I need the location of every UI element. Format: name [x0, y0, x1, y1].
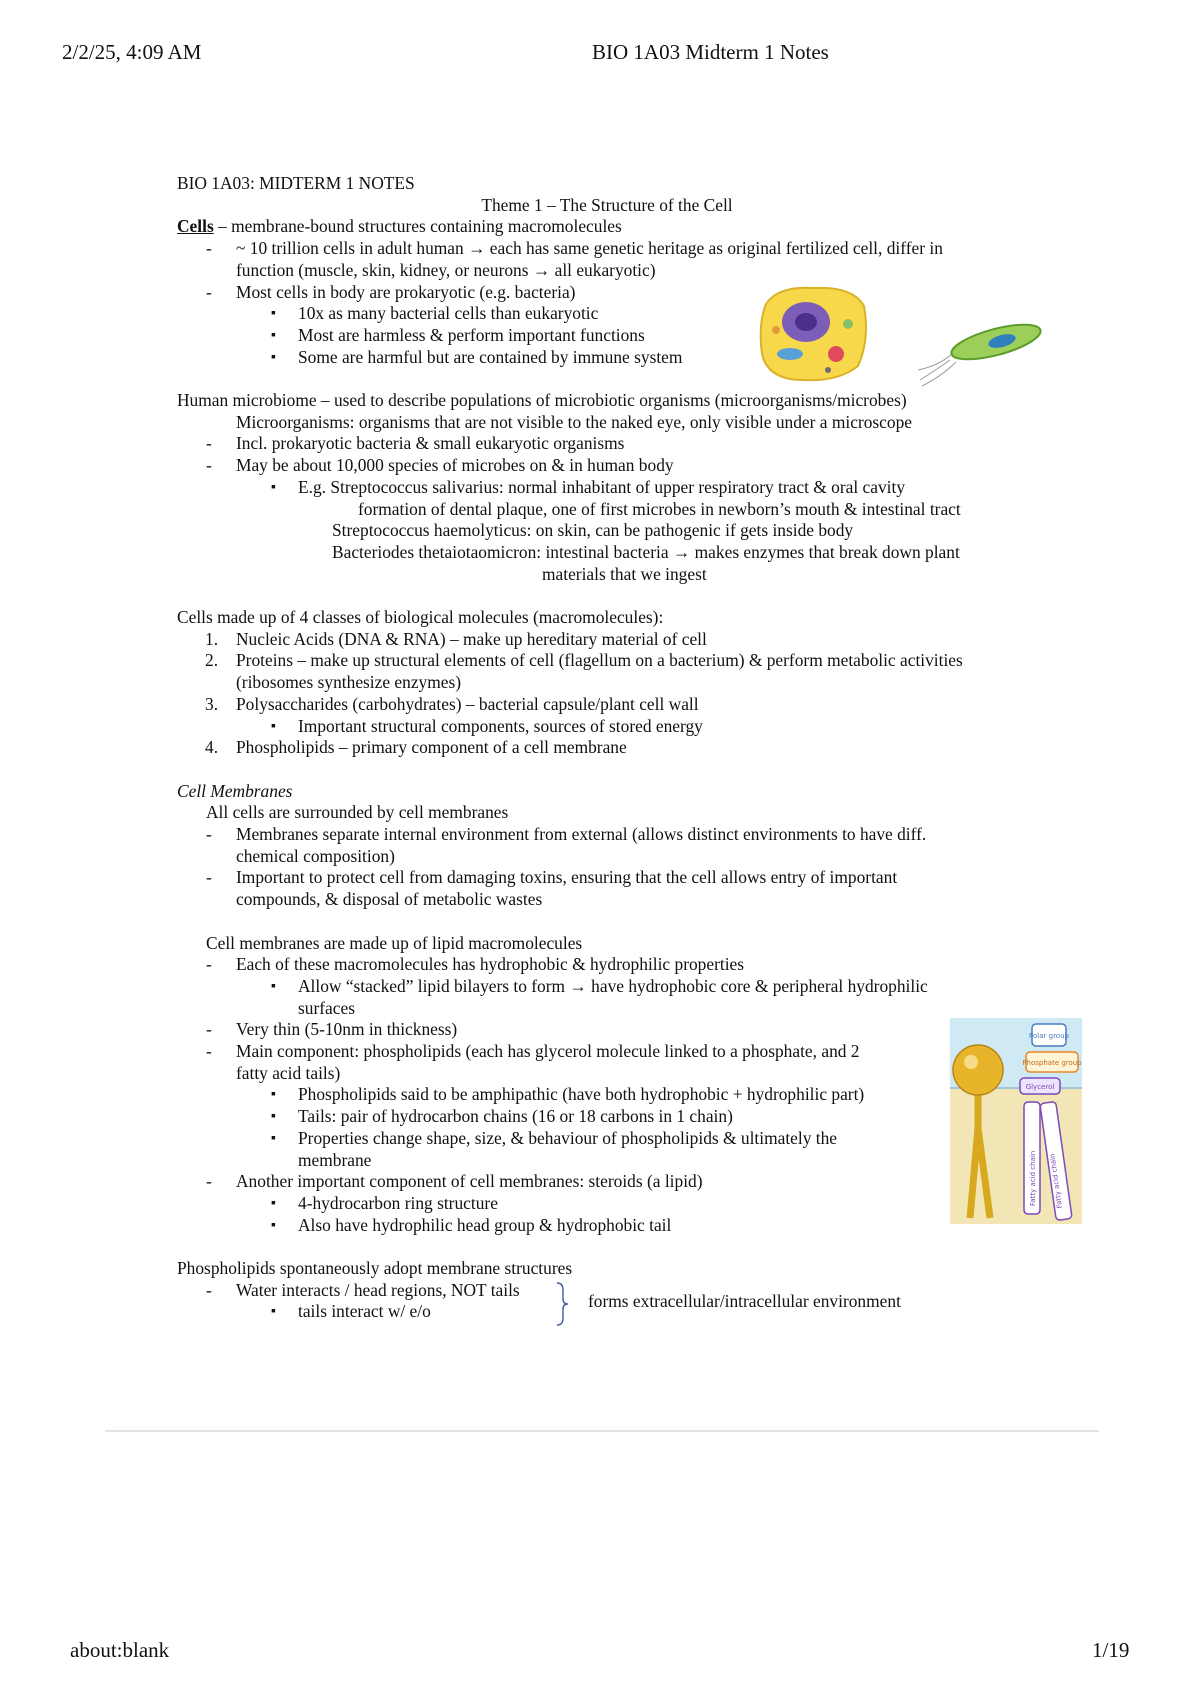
example-line: Streptococcus haemolyticus: on skin, can be pathogenic if gets inside body: [332, 520, 854, 541]
bullet: [177, 1279, 1037, 1311]
page-number: 1/19: [1092, 1638, 1130, 1662]
sub-bullet-continuation: membrane: [298, 1149, 372, 1170]
numbered-item: 4. Phospholipids – primary component of a cell membrane: [205, 737, 627, 758]
sub-bullet: ▪ 10x as many bacterial cells than eukaryotic: [177, 303, 1037, 325]
bullet: - Important to protect cell from damaging toxins, ensuring that the cell allows entry of important compounds, & disposal of metabolic wastes: [177, 867, 936, 910]
spontaneous-heading: Phospholipids spontaneously adopt membrane structures: [177, 1258, 573, 1279]
notes-title: BIO 1A03: MIDTERM 1 NOTES: [177, 173, 415, 193]
sub-bullet: ▪ Important structural components, sources of stored energy: [177, 716, 1037, 738]
membranes-statement: All cells are surrounded by cell membranes: [206, 802, 509, 823]
print-url: about:blank: [70, 1638, 170, 1662]
bullet: - Main component: phospholipids (each has glycerol molecule linked to a phosphate, and 2: [177, 1041, 1037, 1063]
notes-body: [177, 173, 1037, 1323]
microbiome-heading: Human microbiome – used to describe populations of microbiotic organisms (microorganisms/microbes): [177, 390, 907, 411]
bullet: - Incl. prokaryotic bacteria & small eukaryotic organisms: [177, 433, 1037, 455]
theme-heading: Theme 1 – The Structure of the Cell: [481, 194, 733, 215]
lipid-statement: Cell membranes are made up of lipid macromolecules: [206, 932, 583, 953]
phospholipid-figure: [950, 1018, 1082, 1224]
numbered-item-text: Nucleic Acids (DNA & RNA) – make up hereditary material of cell: [236, 628, 707, 649]
example-continuation: materials that we ingest: [542, 563, 707, 584]
print-doc-title: BIO 1A03 Midterm 1 Notes: [592, 40, 829, 64]
polar-group-label: Polar group: [1029, 1032, 1069, 1040]
cells-definition: [177, 216, 1037, 238]
phosphate-group-label: Phosphate group: [1022, 1059, 1082, 1067]
page-divider: [105, 1430, 1099, 1432]
fatty-acid-chain-label: Fatty acid chain: [1048, 1153, 1064, 1209]
bullet-continuation: function (muscle, skin, kidney, or neurons → all eukaryotic): [236, 259, 656, 280]
bullet: - Each of these macromolecules has hydrophobic & hydrophilic properties: [177, 954, 1037, 976]
sub-bullet: ▪ E.g. Streptococcus salivarius: normal inhabitant of upper respiratory tract & oral cavity: [177, 477, 1037, 499]
numbered-item-text: Proteins – make up structural elements of cell (flagellum on a bacterium) & perform metabolic activities (ribosomes synthesize enzymes): [236, 650, 963, 693]
brace-note: forms extracellular/intracellular environment: [588, 1290, 901, 1311]
bullet: - May be about 10,000 species of microbes on & in human body: [177, 455, 1037, 477]
sub-bullet: ▪ Some are harmful but are contained by immune system: [177, 347, 1037, 369]
cell-membranes-heading: Cell Membranes: [177, 780, 293, 801]
numbered-item: 2. Proteins – make up structural elements of cell (flagellum on a bacterium) & perform metabolic activities (ribosomes synthesize enzymes): [205, 650, 963, 693]
print-datetime: 2/2/25, 4:09 AM: [62, 40, 202, 64]
sub-bullet: ▪ Phospholipids said to be amphipathic (have both hydrophobic + hydrophilic part): [177, 1084, 1037, 1106]
sub-bullet: ▪ Also have hydrophilic head group & hydrophobic tail: [177, 1215, 1037, 1237]
cells-def-text: – membrane-bound structures containing macromolecules: [213, 216, 622, 237]
bullet: - Membranes separate internal environment from external (allows distinct environments to have diff. chemical composition): [177, 824, 936, 867]
sub-bullet: ▪ tails interact w/ e/o: [177, 1301, 1037, 1323]
bullet: - Most cells in body are prokaryotic (e.g. bacteria): [177, 282, 1037, 304]
numbered-item: 1. Nucleic Acids (DNA & RNA) – make up hereditary material of cell: [205, 628, 707, 649]
numbered-item-text: Phospholipids – primary component of a cell membrane: [236, 737, 627, 758]
bullet-continuation: fatty acid tails): [236, 1062, 341, 1083]
bullet-text: Water interacts / head regions, NOT tails: [236, 1279, 520, 1300]
sub-bullet: ▪ Allow “stacked” lipid bilayers to form → have hydrophobic core & peripheral hydrophilic: [177, 976, 1037, 998]
sub-bullet: ▪ 4-hydrocarbon ring structure: [177, 1193, 1037, 1215]
example-line: Bacteriodes thetaiotaomicron: intestinal bacteria → makes enzymes that break down plant: [332, 541, 960, 562]
example-continuation: formation of dental plaque, one of first microbes in newborn’s mouth & intestinal tract: [358, 498, 961, 519]
sub-bullet: ▪ Tails: pair of hydrocarbon chains (16 or 18 carbons in 1 chain): [177, 1106, 1037, 1128]
bullet: - Very thin (5-10nm in thickness): [177, 1019, 1037, 1041]
glycerol-label: Glycerol: [1025, 1083, 1055, 1091]
sub-bullet-continuation: surfaces: [298, 997, 355, 1018]
cells-term: Cells: [177, 216, 214, 237]
sub-bullet: ▪ Properties change shape, size, & behaviour of phospholipids & ultimately the: [177, 1128, 1037, 1150]
bullet: - ~ 10 trillion cells in adult human → each has same genetic heritage as original fertilized cell, differ in: [177, 238, 1037, 260]
numbered-item-text: Polysaccharides (carbohydrates) – bacterial capsule/plant cell wall: [236, 693, 699, 714]
microorganisms-definition: Microorganisms: organisms that are not visible to the naked eye, only visible under a microscope: [236, 411, 912, 432]
macromolecules-intro: Cells made up of 4 classes of biological molecules (macromolecules):: [177, 607, 664, 628]
sub-bullet: ▪ Most are harmless & perform important functions: [177, 325, 1037, 347]
fatty-acid-chain-label: Fatty acid chain: [1029, 1150, 1037, 1206]
numbered-item: 3. Polysaccharides (carbohydrates) – bacterial capsule/plant cell wall: [205, 693, 699, 714]
bullet: - Another important component of cell membranes: steroids (a lipid): [177, 1171, 1037, 1193]
